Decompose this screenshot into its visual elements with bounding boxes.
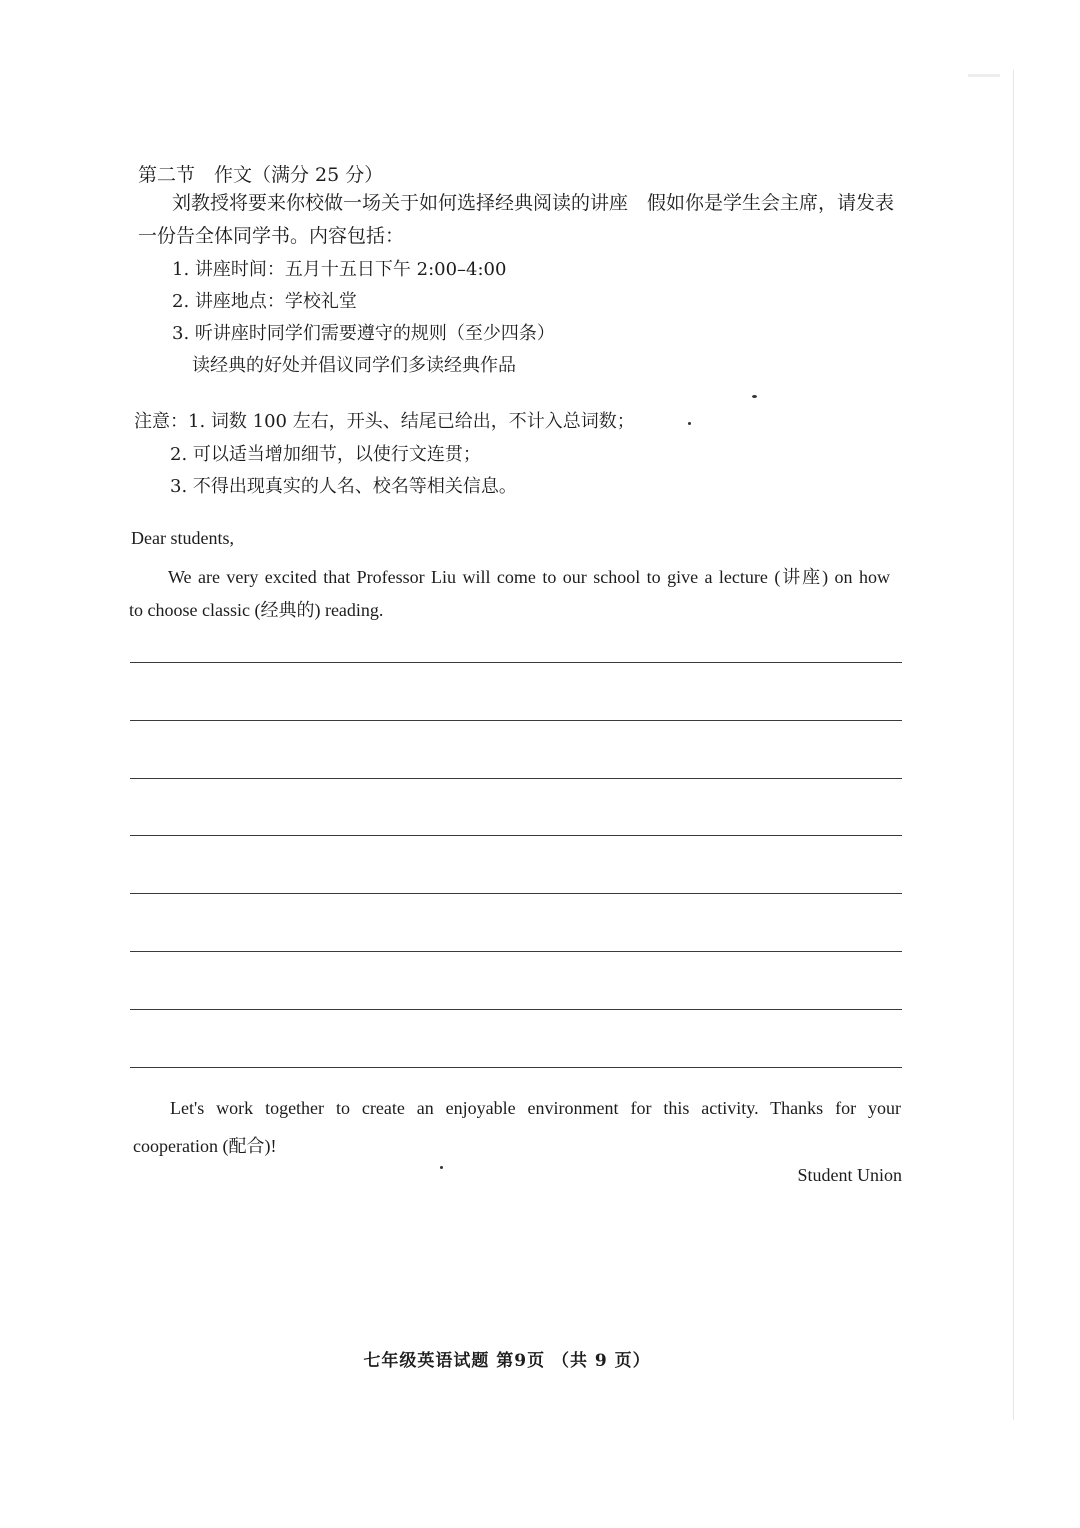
letter-closing-line-1: Let's work together to create an enjoyable environment for this activity. Thanks for your — [170, 1098, 901, 1118]
letter-closing-line-2: cooperation (配合)! — [133, 1136, 277, 1156]
letter-signature: Student Union — [797, 1165, 902, 1185]
writing-line[interactable] — [130, 893, 902, 894]
letter-opening-line-2: to choose classic (经典的) reading. — [129, 600, 384, 620]
page-edge — [1013, 70, 1014, 1420]
prompt-line-1: 刘教授将要来你校做一场关于如何选择经典阅读的讲座 假如你是学生会主席，请发表 — [172, 192, 895, 214]
scan-speck — [688, 422, 691, 425]
prompt-line-2: 一份告全体同学书。内容包括： — [138, 225, 405, 247]
letter-opening-line-1: We are very excited that Professor Liu will come to our school to give a lecture (讲座) on how — [168, 567, 890, 587]
writing-line[interactable] — [130, 778, 902, 779]
section-title: 第二节 作文（满分 25 分） — [138, 164, 384, 186]
scan-speck — [440, 1166, 443, 1169]
scan-speck — [752, 395, 757, 398]
page-footer: 七年级英语试题 第9页 （共 9 页） — [363, 1351, 651, 1371]
writing-line[interactable] — [130, 1067, 902, 1068]
writing-line[interactable] — [130, 951, 902, 952]
note-item-details: 2. 可以适当增加细节，以使行文连贯； — [170, 444, 481, 465]
writing-line[interactable] — [130, 662, 902, 663]
notes-block — [134, 407, 635, 433]
scan-mark — [968, 74, 1000, 77]
writing-line[interactable] — [130, 835, 902, 836]
content-item-benefits: 读经典的好处并倡议同学们多读经典作品 — [192, 355, 516, 376]
note-item-word-count: 1. 词数 100 左右，开头、结尾已给出，不计入总词数； — [188, 411, 635, 432]
letter-greeting: Dear students, — [131, 528, 234, 548]
content-item-rules: 3. 听讲座时同学们需要遵守的规则（至少四条） — [172, 323, 555, 344]
note-item-no-real-names: 3. 不得出现真实的人名、校名等相关信息。 — [170, 476, 517, 497]
content-item-time: 1. 讲座时间：五月十五日下午 2:00–4:00 — [172, 259, 507, 280]
notes-label: 注意： — [134, 411, 188, 432]
writing-line[interactable] — [130, 1009, 902, 1010]
writing-line[interactable] — [130, 720, 902, 721]
content-item-place: 2. 讲座地点：学校礼堂 — [172, 291, 357, 312]
